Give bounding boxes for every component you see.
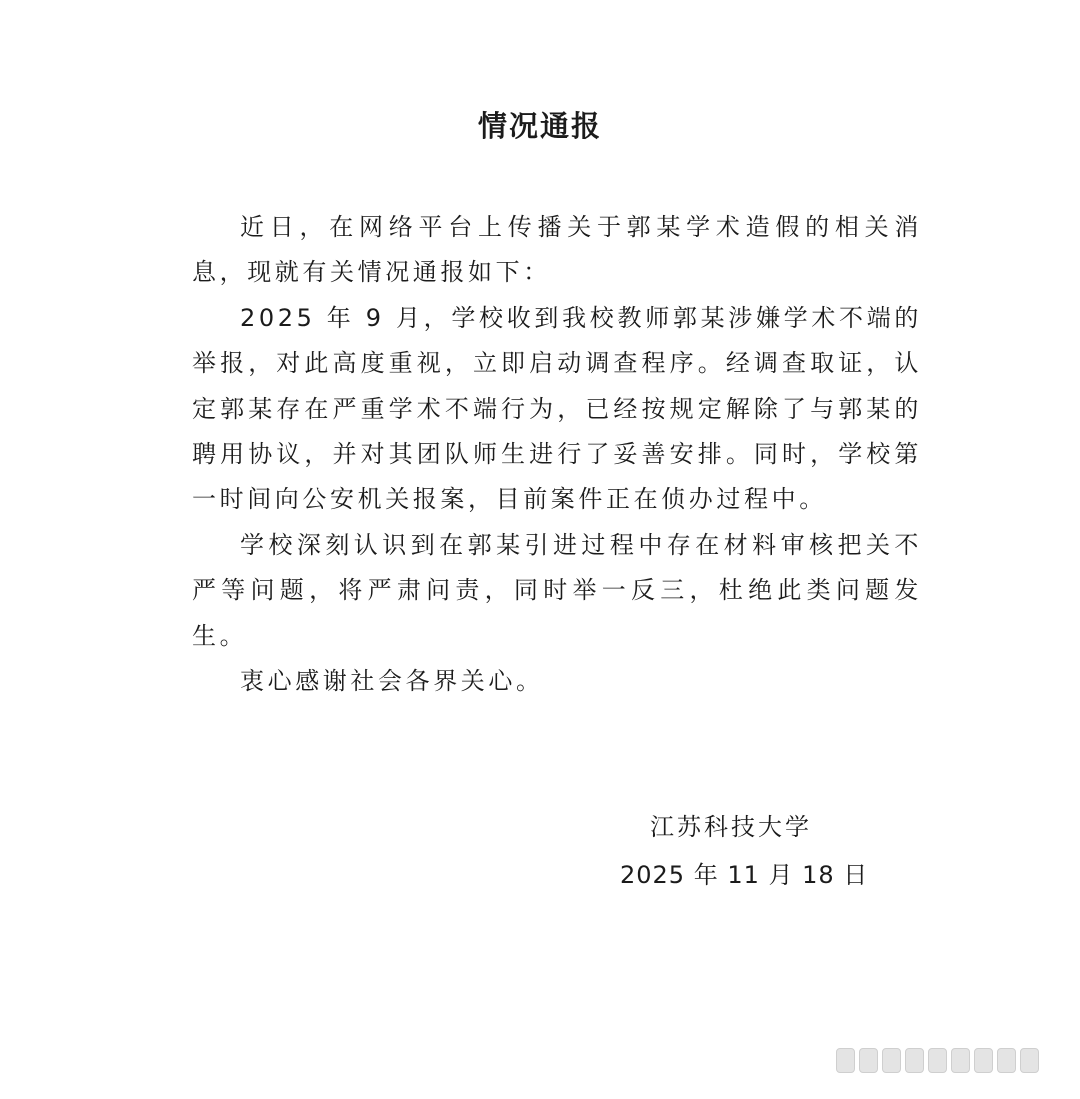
watermark-bar-icon	[928, 1048, 947, 1073]
signature-organization: 江苏科技大学	[650, 813, 812, 841]
signature-date: 2025 年 11 月 18 日	[620, 861, 869, 889]
watermark-bar-icon	[951, 1048, 970, 1073]
document-body	[192, 205, 922, 704]
watermark-bar-icon	[882, 1048, 901, 1073]
paragraph-thanks: 衷心感谢社会各界关心。	[240, 667, 544, 696]
watermark-logo	[836, 1048, 1039, 1073]
paragraph-investigation: 2025 年 9 月，学校收到我校教师郭某涉嫌学术不端的举报，对此高度重视，立即启动调查程序。经调查取证，认定郭某存在严重学术不端行为，已经按规定解除了与郭某的聘用协议，并对其团队师生进行了妥善安排。同时，学校第一时间向公安机关报案，目前案件正在侦办过程中。	[192, 303, 922, 514]
watermark-bar-icon	[859, 1048, 878, 1073]
watermark-bar-icon	[997, 1048, 1016, 1073]
watermark-bar-icon	[974, 1048, 993, 1073]
signature-block	[620, 803, 920, 899]
document-title: 情况通报	[477, 109, 602, 143]
paragraph-accountability: 学校深刻认识到在郭某引进过程中存在材料审核把关不严等问题，将严肃问责，同时举一反三，杜绝此类问题发生。	[192, 530, 922, 650]
paragraph-intro: 近日，在网络平台上传播关于郭某学术造假的相关消息，现就有关情况通报如下：	[192, 213, 922, 287]
watermark-bar-icon	[1020, 1048, 1039, 1073]
watermark-bar-icon	[905, 1048, 924, 1073]
watermark-bar-icon	[836, 1048, 855, 1073]
